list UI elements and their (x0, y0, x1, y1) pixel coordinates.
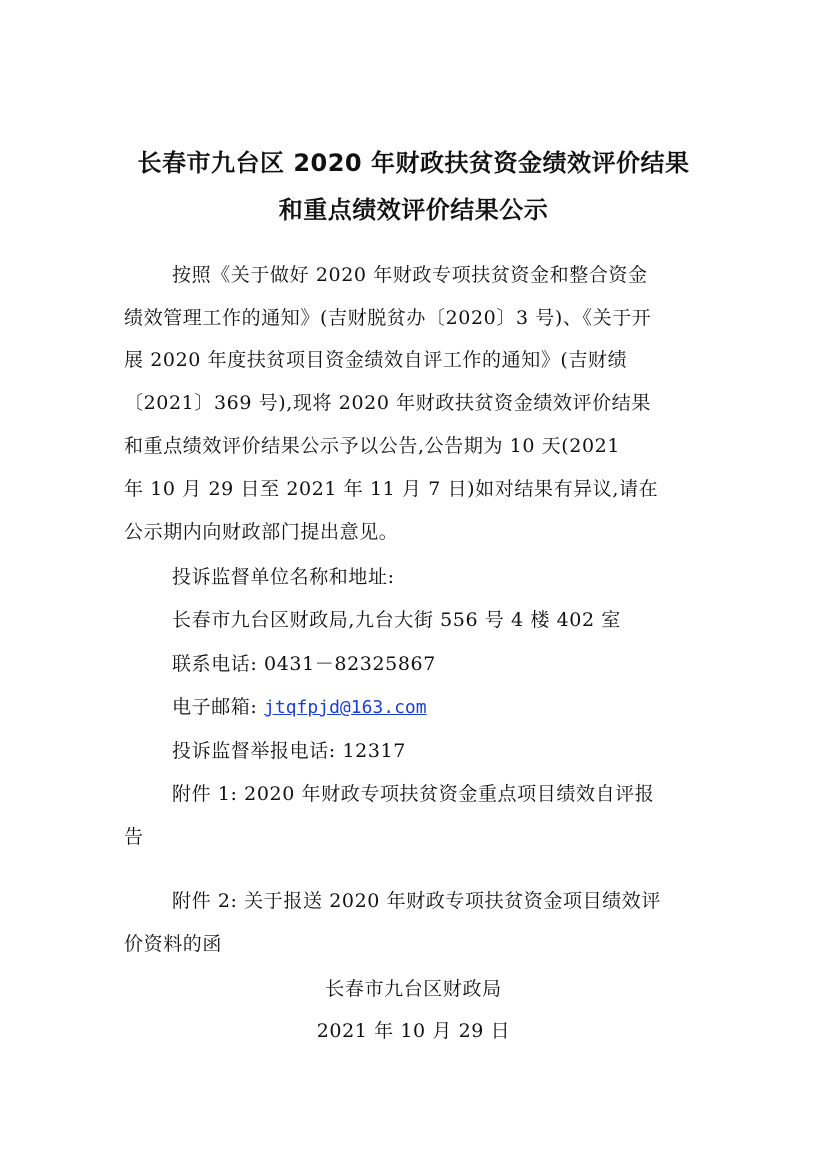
email-label: 电子邮箱: (172, 696, 265, 718)
paragraph-line: 〔2021〕369 号),现将 2020 年财政扶贫资金绩效评价结果 (124, 392, 651, 414)
attachment-2-line-1: 附件 2: 关于报送 2020 年财政专项扶贫资金项目绩效评 (172, 890, 662, 912)
document-title-line-2: 和重点绩效评价结果公示 (278, 196, 549, 224)
complaint-unit-address: 长春市九台区财政局,九台大街 556 号 4 楼 402 室 (172, 609, 621, 631)
document-title-line-1: 长春市九台区 2020 年财政扶贫资金绩效评价结果 (137, 149, 690, 177)
paragraph-line: 年 10 月 29 日至 2021 年 11 月 7 日)如对结果有异议,请在 (124, 478, 659, 500)
attachment-1-line-1: 附件 1: 2020 年财政专项扶贫资金重点项目绩效自评报 (172, 783, 655, 805)
contact-email-row (172, 693, 427, 722)
paragraph-line: 和重点绩效评价结果公示予以公告,公告期为 10 天(2021 (124, 435, 621, 457)
complaint-unit-label: 投诉监督单位名称和地址: (172, 566, 395, 588)
complaint-hotline: 投诉监督举报电话: 12317 (172, 740, 406, 762)
paragraph-line: 绩效管理工作的通知》(吉财脱贫办〔2020〕3 号)、《关于开 (124, 307, 652, 329)
attachment-1-line-2: 告 (124, 826, 144, 848)
signature-organization: 长春市九台区财政局 (325, 978, 502, 1000)
contact-phone: 联系电话: 0431－82325867 (172, 653, 436, 675)
paragraph-line: 按照《关于做好 2020 年财政专项扶贫资金和整合资金 (172, 264, 648, 286)
paragraph-line: 展 2020 年度扶贫项目资金绩效自评工作的通知》(吉财绩 (124, 349, 628, 371)
attachment-2-line-2: 价资料的函 (124, 933, 223, 955)
paragraph-line: 公示期内向财政部门提出意见。 (124, 521, 399, 543)
signature-date: 2021 年 10 月 29 日 (316, 1020, 511, 1042)
email-link[interactable]: jtqfpjd@163.com (264, 697, 427, 718)
